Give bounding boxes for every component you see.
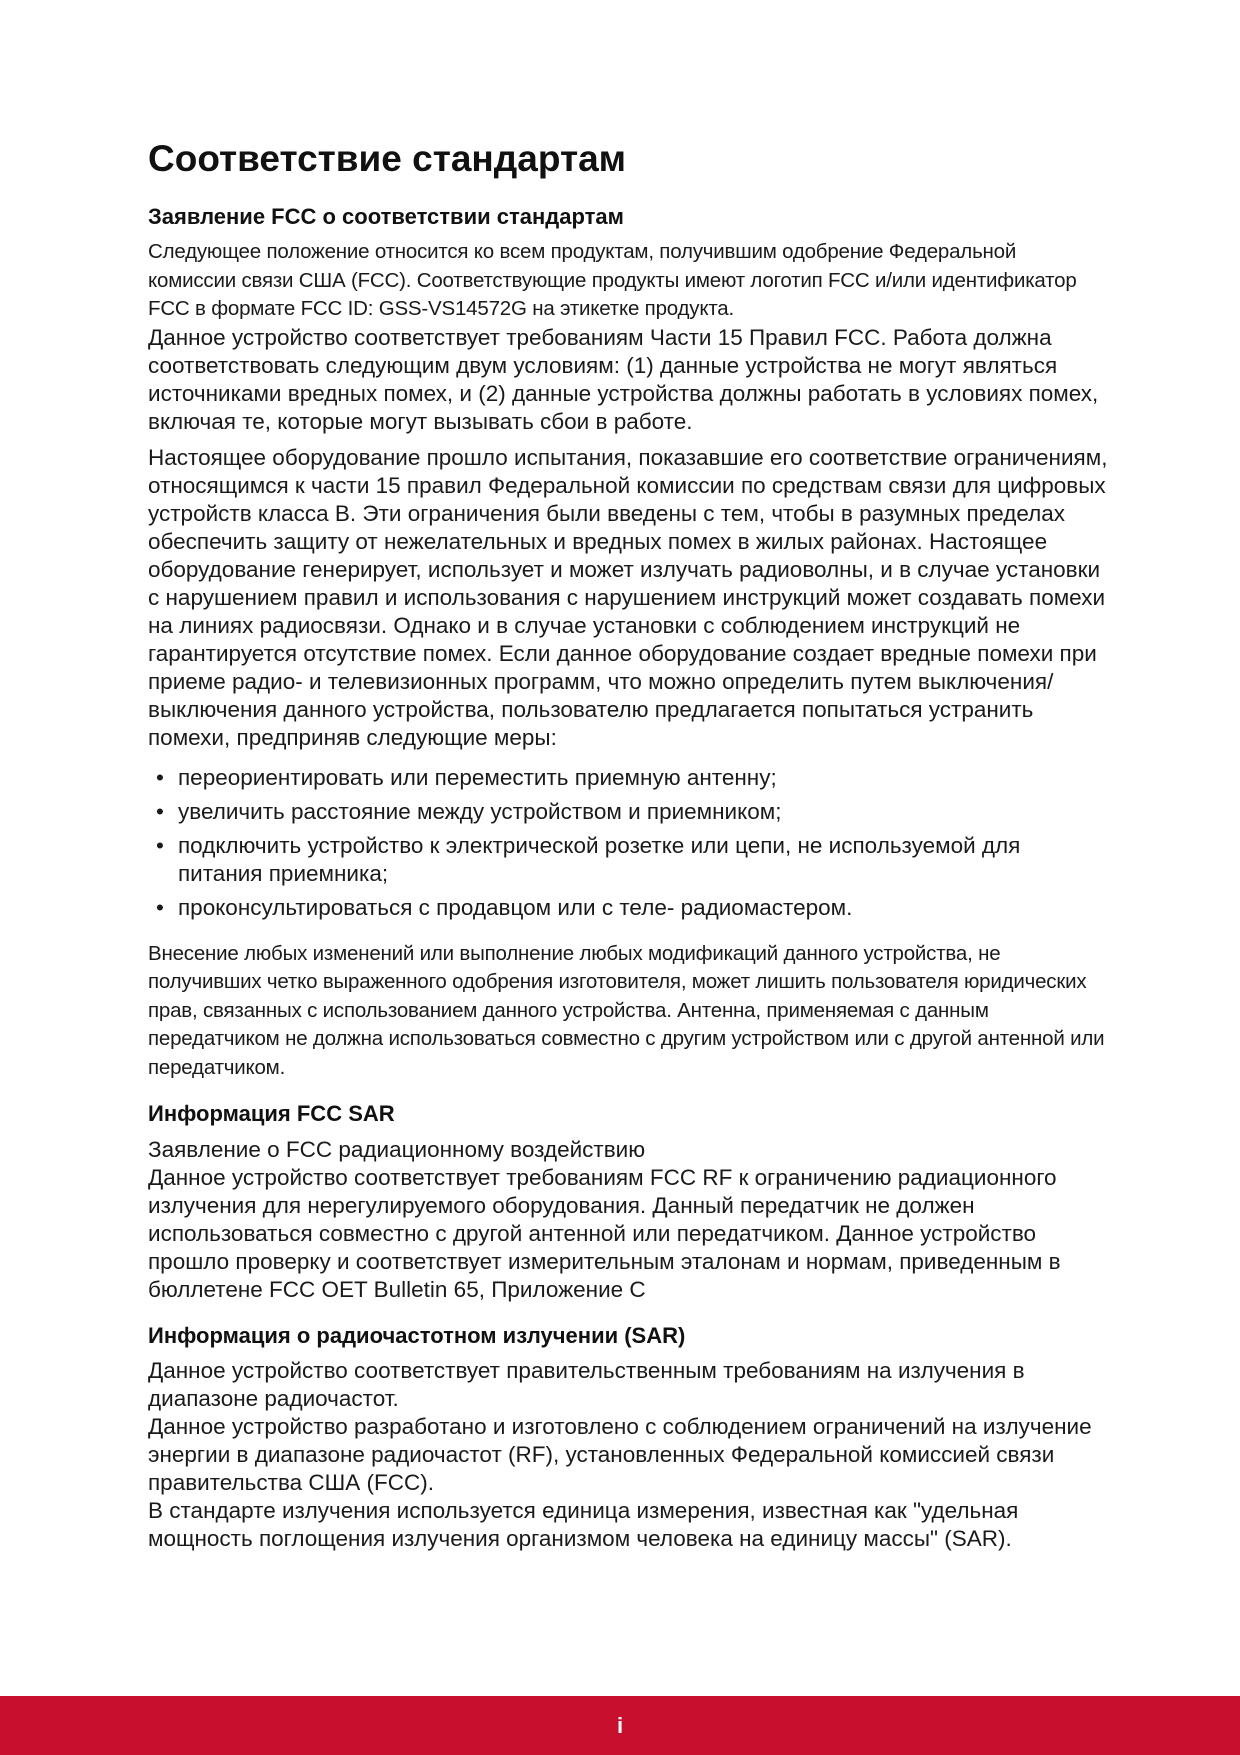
list-item <box>148 764 1108 792</box>
list-item <box>148 894 1108 922</box>
bullet-icon: • <box>156 798 164 824</box>
fcc-intro-paragraph: Следующее положение относится ко всем продуктам, получившим одобрение Федеральной комиссии связи США (FCC). Соответствующие продукты имеют логотип FCC и/или идентификатор FCC в формате FCC ID: GSS-VS14572G на этикетке продукта. <box>148 240 1077 321</box>
bullet-icon: • <box>156 832 164 858</box>
fcc-sar-subheading: Заявление о FCC радиационному воздействию <box>148 1136 646 1162</box>
list-item <box>148 798 1108 826</box>
list-item-text: увеличить расстояние между устройством и приемником; <box>178 798 782 824</box>
fcc-sar-heading: Информация FCC SAR <box>148 1101 395 1127</box>
measures-list <box>148 764 1108 922</box>
page-content <box>148 138 1108 1553</box>
list-item-text: проконсультироваться с продавцом или с теле- радиомастером. <box>178 894 853 920</box>
bullet-icon: • <box>156 764 164 790</box>
list-item-text: переориентировать или переместить приемную антенну; <box>178 764 777 790</box>
page-footer <box>0 1696 1240 1755</box>
fcc-class-b-paragraph: Настоящее оборудование прошло испытания, показавшие его соответствие ограничениям, относящимся к части 15 правил Федеральной комиссии по средствам связи для цифровых устройств класса B. Эти ограничения были введены с тем, чтобы в разумных пределах обеспечить защиту от нежелательных и вредных помех в жилых районах. Настоящее оборудование генерирует, использует и может излучать радиоволны, и в случае установки с нарушением правил и использования с нарушением инструкций может создавать помехи на линиях радиосвязи. Однако и в случае установки с соблюдением инструкций не гарантируется отсутствие помех. Если данное оборудование создает вредные помехи при приеме радио- и телевизионных программ, что можно определить путем выключения/выключения данного устройства, пользователю предлагается попытаться устранить помехи, предприняв следующие меры: <box>148 444 1108 750</box>
rf-sar-paragraph-1: Данное устройство соответствует правительственным требованиям на излучения в диапазоне радиочастот. <box>148 1358 1025 1412</box>
fcc-statement-heading: Заявление FCC о соответствии стандартам <box>148 203 624 229</box>
page-title: Соответствие стандартам <box>148 138 627 179</box>
modifications-paragraph: Внесение любых изменений или выполнение любых модификаций данного устройства, не получивших четко выраженного одобрения изготовителя, может лишить пользователя юридических прав, связанных с использованием данного устройства. Антенна, применяемая с данным передатчиком не должна использоваться совместно с другим устройством или с другой антенной или передатчиком. <box>148 941 1105 1079</box>
rf-sar-paragraph-3: В стандарте излучения используется единица измерения, известная как "удельная мощность поглощения излучения организмом человека на единицу массы" (SAR). <box>148 1498 1019 1552</box>
rf-sar-paragraph-2: Данное устройство разработано и изготовлено с соблюдением ограничений на излучение энергии в диапазоне радиочастот (RF), установленных Федеральной комиссией связи правительства США (FCC). <box>148 1414 1092 1496</box>
page-number: i <box>616 1712 624 1738</box>
bullet-icon: • <box>156 894 164 920</box>
list-item-text: подключить устройство к электрической розетке или цепи, не используемой для питания приемника; <box>178 832 1021 886</box>
fcc-part15-paragraph: Данное устройство соответствует требованиям Части 15 Правил FCC. Работа должна соответствовать следующим двум условиям: (1) данные устройства не могут являться источниками вредных помех, и (2) данные устройства должны работать в условиях помех, включая те, которые могут вызывать сбои в работе. <box>148 324 1099 434</box>
rf-sar-heading: Информация о радиочастотном излучении (SAR) <box>148 1322 686 1348</box>
fcc-sar-body: Данное устройство соответствует требованиям FCC RF к ограничению радиационного излучения для нерегулируемого оборудования. Данный передатчик не должен использоваться совместно с другой антенной или передатчиком. Данное устройство прошло проверку и соответствует измерительным эталонам и нормам, приведенным в бюллетене FCC OET Bulletin 65, Приложение C <box>148 1164 1061 1302</box>
list-item <box>148 832 1108 888</box>
